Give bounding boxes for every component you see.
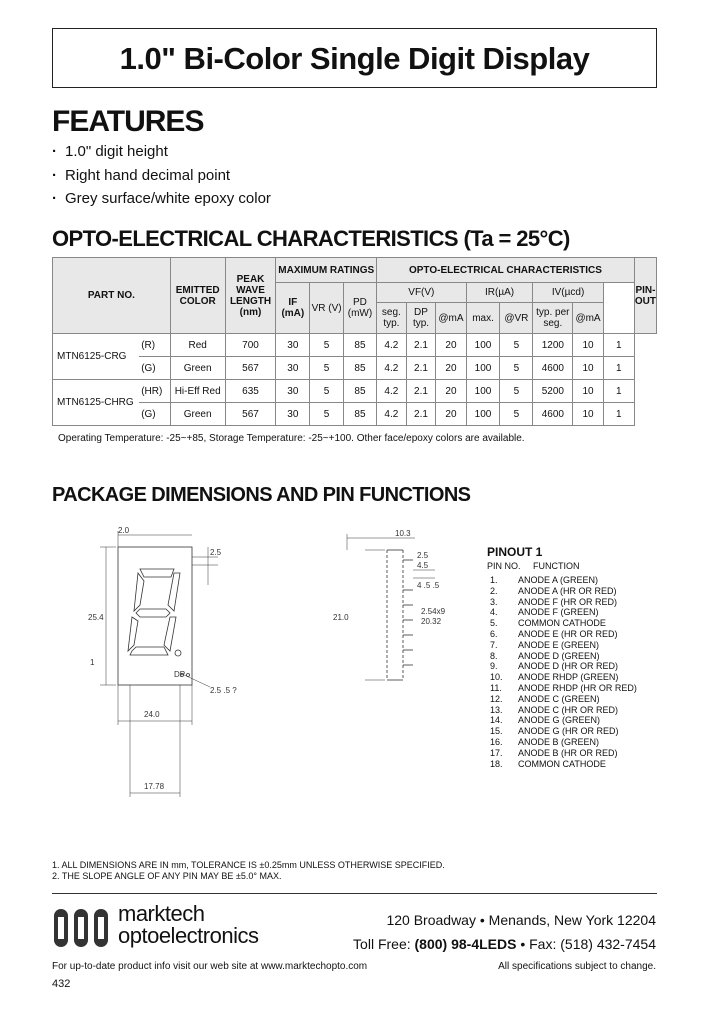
dim-pitch: 2.54x9	[421, 607, 446, 616]
cell-color: Green	[170, 357, 225, 380]
pin-fn: ANODE G (HR OR RED)	[518, 726, 619, 737]
col-emitted-color: EMITTED COLOR	[170, 258, 225, 334]
cell-color: Red	[170, 334, 225, 357]
disclaimer: All specifications subject to change.	[498, 961, 656, 972]
pin-no: 10.	[490, 672, 503, 683]
pin-no: 5.	[490, 618, 498, 629]
pin-row	[490, 640, 637, 651]
feature-item: · Grey surface/white epoxy color	[52, 187, 271, 211]
col-seg-typ: seg. typ.	[376, 303, 406, 334]
part-number: MTN6125-CRG	[53, 334, 140, 380]
cell-pin: 1	[603, 357, 634, 380]
opto-heading: OPTO-ELECTRICAL CHARACTERISTICS (Ta = 25°C)	[52, 226, 570, 251]
cell-iv-typ: 4600	[533, 403, 573, 426]
cell-ir-max: 100	[466, 334, 500, 357]
table-row	[53, 403, 657, 426]
cell-vf-ma: 20	[436, 357, 466, 380]
pin-row	[490, 705, 637, 716]
marktech-logo-icon	[52, 903, 114, 949]
cell-iv-ma: 10	[573, 357, 603, 380]
pin-row	[490, 629, 637, 640]
cell-pd: 85	[343, 357, 376, 380]
features-list	[52, 140, 271, 211]
pin-row	[490, 715, 637, 726]
cell-pd: 85	[343, 403, 376, 426]
col-pd: PD (mW)	[343, 283, 376, 334]
color-code: (G)	[139, 403, 170, 426]
pin-fn: COMMON CATHODE	[518, 618, 606, 629]
pin-row	[490, 672, 637, 683]
cell-wave: 635	[225, 380, 276, 403]
pin-row	[490, 683, 637, 694]
pin-no: 18.	[490, 758, 503, 769]
pin-row	[490, 607, 637, 618]
col-max-ratings: MAXIMUM RATINGS	[276, 258, 377, 283]
pin-row	[490, 661, 637, 672]
dim-b: 10.3	[395, 530, 411, 538]
brand-name	[118, 903, 258, 947]
color-code: (R)	[139, 334, 170, 357]
cell-wave: 700	[225, 334, 276, 357]
pin-fn: ANODE A (GREEN)	[518, 575, 599, 585]
pinout-header	[487, 561, 580, 571]
pin-no: 9.	[490, 661, 498, 672]
package-heading: PACKAGE DIMENSIONS AND PIN FUNCTIONS	[52, 484, 471, 506]
cell-vf-seg: 4.2	[376, 403, 406, 426]
brand-line2: optoelectronics	[118, 923, 259, 948]
cell-iv-ma: 10	[573, 403, 603, 426]
tollfree-number: (800) 98-4LEDS	[414, 936, 517, 952]
cell-iv-ma: 10	[573, 334, 603, 357]
part-number: MTN6125-CHRG	[53, 380, 140, 426]
pin-no: 11.	[490, 682, 502, 693]
cell-ir-vr: 5	[500, 403, 533, 426]
brand-line1: marktech	[118, 901, 205, 926]
title-box	[52, 28, 657, 88]
pin-row	[490, 618, 637, 629]
pin-row	[490, 586, 637, 597]
cell-ir-vr: 5	[500, 357, 533, 380]
pin-no: 13.	[490, 704, 503, 715]
spec-table	[52, 257, 657, 426]
pin-no: 6.	[490, 628, 498, 639]
pin-fn: ANODE B (GREEN)	[518, 736, 600, 747]
feature-item: · 1.0" digit height	[52, 140, 271, 164]
cell-vf-ma: 20	[436, 380, 466, 403]
pin-no: 1.	[490, 575, 498, 585]
dim-g: 2.5	[417, 551, 429, 560]
pin-no: 14.	[490, 715, 503, 726]
col-pinout: PIN-OUT	[634, 258, 656, 334]
cell-if: 30	[276, 380, 310, 403]
cell-vf-dp: 2.1	[406, 380, 435, 403]
col-iv: IV(µcd)	[533, 283, 603, 303]
pin-no: 3.	[490, 596, 498, 607]
pin-fn: COMMON CATHODE	[518, 758, 606, 769]
cell-pin: 1	[603, 380, 634, 403]
col-ir: IR(µA)	[466, 283, 533, 303]
features-heading: FEATURES	[52, 105, 204, 138]
feature-item: · Right hand decimal point	[52, 164, 271, 188]
dim-2032: 20.32	[421, 617, 442, 626]
operating-note: Operating Temperature: -25~+85, Storage Temperature: -25~+100. Other face/epoxy colors are available.	[58, 433, 525, 444]
pin-row	[490, 737, 637, 748]
cell-pin: 1	[603, 334, 634, 357]
note-line: 2. THE SLOPE ANGLE OF ANY PIN MAY BE ±5.0° MAX.	[52, 871, 282, 881]
col-at-vr: @VR	[500, 303, 533, 334]
pin-fn: ANODE B (HR OR RED)	[518, 747, 618, 758]
page-title: 1.0" Bi-Color Single Digit Display	[119, 41, 590, 76]
col-opto-char: OPTO-ELECTRICAL CHARACTERISTICS	[376, 258, 634, 283]
pin-no: 15.	[490, 726, 503, 737]
cell-ir-max: 100	[466, 380, 500, 403]
pin-fn: ANODE C (GREEN)	[518, 693, 600, 704]
col-part-no: PART NO.	[53, 258, 171, 334]
pin-no: 8.	[490, 650, 498, 661]
pin-row	[490, 651, 637, 662]
cell-pin: 1	[603, 403, 634, 426]
pinout-col-fn: FUNCTION	[533, 561, 580, 571]
pin-fn: ANODE RHDP (HR OR RED)	[518, 682, 637, 693]
website-note: For up-to-date product info visit our web site at www.marktechopto.com	[52, 961, 368, 972]
pinout-col-no: PIN NO.	[487, 561, 521, 571]
col-at-ma2: @mA	[573, 303, 603, 334]
col-dp-typ: DP typ.	[406, 303, 435, 334]
pin-row	[490, 748, 637, 759]
col-max: max.	[466, 303, 500, 334]
dim-dp: DP	[174, 670, 186, 679]
cell-if: 30	[276, 334, 310, 357]
col-if: IF (mA)	[276, 283, 310, 334]
col-peak-wavelength: PEAK WAVE LENGTH (nm)	[225, 258, 276, 334]
phone-line	[353, 932, 656, 956]
color-code: (G)	[139, 357, 170, 380]
cell-vf-dp: 2.1	[406, 334, 435, 357]
pin-row	[490, 759, 637, 770]
note-line: 1. ALL DIMENSIONS ARE IN mm, TOLERANCE IS ±0.25mm UNLESS OTHERWISE SPECIFIED.	[52, 860, 445, 870]
col-at-ma: @mA	[436, 303, 466, 334]
pin-fn: ANODE RHDP (GREEN)	[518, 672, 619, 683]
cell-vf-dp: 2.1	[406, 357, 435, 380]
cell-vr: 5	[310, 403, 344, 426]
cell-if: 30	[276, 357, 310, 380]
page-number: 432	[52, 978, 71, 990]
pin-fn: ANODE D (GREEN)	[518, 650, 600, 661]
table-row	[53, 357, 657, 380]
pin-no: 4.	[490, 607, 498, 618]
cell-vf-seg: 4.2	[376, 380, 406, 403]
pin-fn: ANODE C (HR OR RED)	[518, 704, 619, 715]
color-code: (HR)	[139, 380, 170, 403]
cell-ir-vr: 5	[500, 380, 533, 403]
pin-no: 16.	[490, 736, 503, 747]
dim-c: 4.5	[417, 561, 429, 570]
contact-block	[353, 908, 656, 956]
dim-216: 21.0	[333, 613, 349, 622]
cell-color: Green	[170, 403, 225, 426]
dim-small: 4 .5 .5	[417, 581, 440, 590]
cell-pd: 85	[343, 334, 376, 357]
cell-vf-ma: 20	[436, 334, 466, 357]
dim-1: 1	[90, 658, 95, 667]
cell-vf-seg: 4.2	[376, 357, 406, 380]
cell-pd: 85	[343, 380, 376, 403]
table-row	[53, 334, 657, 357]
cell-vf-ma: 20	[436, 403, 466, 426]
cell-ir-max: 100	[466, 403, 500, 426]
cell-iv-typ: 4600	[533, 357, 573, 380]
cell-vr: 5	[310, 334, 344, 357]
pin-no: 17.	[490, 747, 503, 758]
tollfree-label: Toll Free:	[353, 936, 411, 952]
pin-fn: ANODE F (HR OR RED)	[518, 596, 617, 607]
table-row	[53, 380, 657, 403]
col-typ-per-seg: typ. per seg.	[533, 303, 573, 334]
pin-fn: ANODE G (GREEN)	[518, 715, 601, 726]
pin-fn: ANODE F (GREEN)	[518, 607, 599, 618]
pinout-list	[490, 575, 637, 769]
pin-row	[490, 726, 637, 737]
cell-wave: 567	[225, 403, 276, 426]
pin-row	[490, 694, 637, 705]
dimension-notes	[52, 860, 445, 882]
dim-w1778: 17.78	[144, 782, 165, 791]
pin-fn: ANODE E (GREEN)	[518, 639, 600, 650]
cell-vr: 5	[310, 380, 344, 403]
cell-vr: 5	[310, 357, 344, 380]
dim-25: 2.5	[210, 548, 222, 557]
pin-no: 2.	[490, 585, 498, 596]
dim-top: 2.0	[118, 526, 130, 535]
cell-if: 30	[276, 403, 310, 426]
address: 120 Broadway • Menands, New York 12204	[386, 912, 656, 928]
pin-no: 7.	[490, 639, 498, 650]
footer-divider	[52, 893, 657, 894]
pin-row	[490, 575, 637, 586]
fax: • Fax: (518) 432-7454	[520, 936, 656, 952]
cell-iv-typ: 1200	[533, 334, 573, 357]
cell-ir-vr: 5	[500, 334, 533, 357]
col-vf: VF(V)	[376, 283, 466, 303]
front-view-drawing	[60, 525, 250, 805]
pin-fn: ANODE E (HR OR RED)	[518, 628, 618, 639]
pin-fn: ANODE A (HR OR RED)	[518, 585, 617, 596]
side-view-drawing	[325, 530, 465, 710]
cell-color: Hi-Eff Red	[170, 380, 225, 403]
dim-w240: 24.0	[144, 710, 160, 719]
cell-vf-seg: 4.2	[376, 334, 406, 357]
pin-fn: ANODE D (HR OR RED)	[518, 661, 619, 672]
pin-no: 12.	[490, 693, 503, 704]
col-vr: VR (V)	[310, 283, 344, 334]
cell-iv-ma: 10	[573, 380, 603, 403]
cell-vf-dp: 2.1	[406, 403, 435, 426]
pin-row	[490, 597, 637, 608]
cell-iv-typ: 5200	[533, 380, 573, 403]
dim-254: 25.4	[88, 613, 104, 622]
pinout-title: PINOUT 1	[487, 545, 543, 559]
cell-wave: 567	[225, 357, 276, 380]
cell-ir-max: 100	[466, 357, 500, 380]
dim-pin-dia: 2.5 .5 ?	[210, 686, 237, 695]
